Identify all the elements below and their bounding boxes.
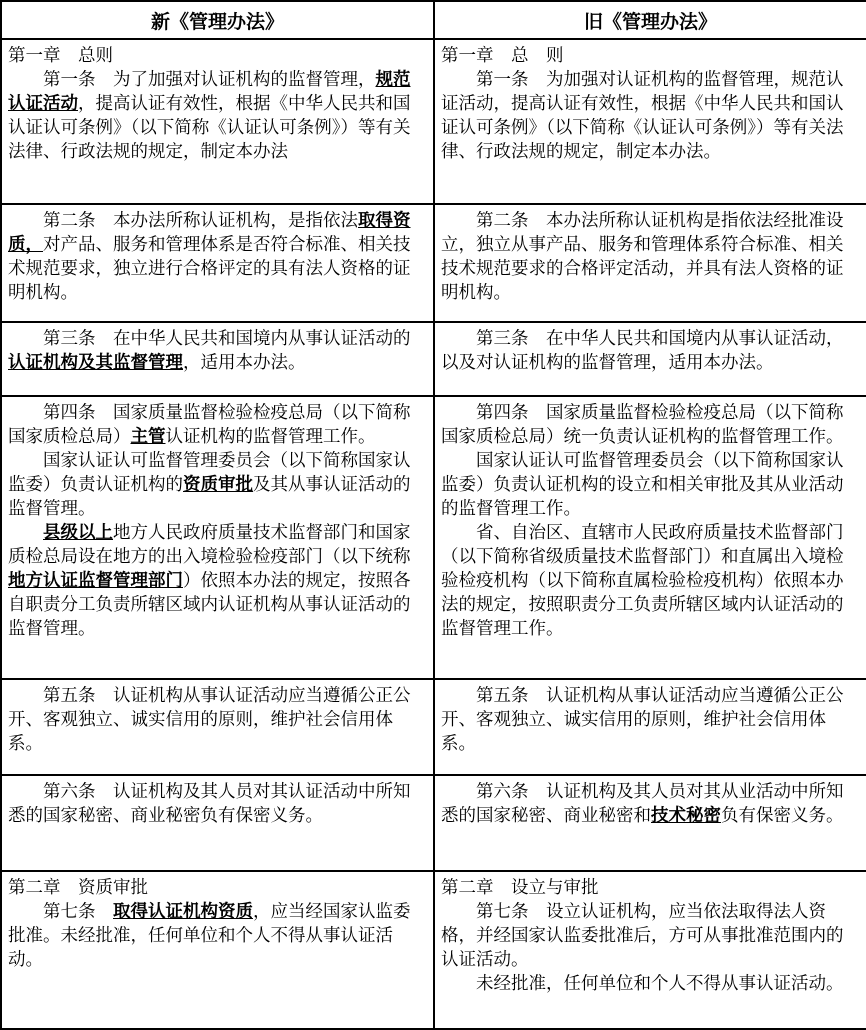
article-text <box>8 521 427 641</box>
text: 认证机构的监督管理工作。 <box>165 427 376 447</box>
chapter-heading <box>8 44 427 68</box>
text: 国家认证认可监督管理委员会（以下简称国家认监委）负责认证机构的设立和相关审批及其从业活动的监督管理工作。 <box>441 451 844 519</box>
text: 第一章 总 则 <box>441 46 564 66</box>
article-text <box>8 780 427 828</box>
new-cell <box>1 871 434 1029</box>
highlighted-change: 认证机构及其监督管理 <box>8 353 183 373</box>
highlighted-change: 取得认证机构资质 <box>113 902 253 922</box>
article-text <box>8 209 427 305</box>
text: ，提高认证有效性，根据《中华人民共和国认证认可条例》（以下简称《认证认可条例》）等有关法律、行政法规的规定，制定本办法 <box>8 94 411 162</box>
table-row <box>1 204 866 322</box>
text: 对产品、服务和管理体系是否符合标准、相关技术规范要求，独立进行合格评定的具有法人资格的证明机构。 <box>8 235 411 303</box>
new-cell <box>1 322 434 396</box>
table-row <box>1 39 866 204</box>
table-row <box>1 871 866 1029</box>
article-text <box>8 900 427 972</box>
text: 第二章 资质审批 <box>8 878 148 898</box>
text: 第六条 认证机构及其人员对其认证活动中所知悉的国家秘密、商业秘密负有保密义务。 <box>8 782 411 826</box>
article-text <box>441 684 860 756</box>
text: 第三条 在中华人民共和国境内从事认证活动的 <box>43 329 411 349</box>
text: ）依照本办法的规定，按照各自职责分工负责所辖区域内认证机构从事认证活动的监督管理。 <box>8 571 411 639</box>
highlighted-change: 取得资质， <box>8 211 411 255</box>
text: 第七条 <box>43 902 113 922</box>
text: ，应当经国家认监委批准。未经批准，任何单位和个人不得从事认证活动。 <box>8 902 411 970</box>
text: 第二条 本办法所称认证机构，是指依法 <box>43 211 358 231</box>
article-text <box>441 449 860 521</box>
old-cell <box>434 871 866 1029</box>
article-text <box>441 401 860 449</box>
article-text <box>8 327 427 375</box>
new-cell <box>1 679 434 775</box>
text: 第七条 设立认证机构，应当依法取得法人资格，并经国家认监委批准后，方可从事批准范围内的认证活动。 <box>441 902 844 970</box>
text: 第六条 认证机构及其人员对其从业活动中所知悉的国家秘密、商业秘密和 <box>441 782 844 826</box>
chapter-heading <box>8 876 427 900</box>
new-cell <box>1 396 434 679</box>
text: 负有保密义务。 <box>721 806 844 826</box>
new-column-header: 新《管理办法》 <box>1 1 434 39</box>
table-row <box>1 775 866 871</box>
text: 第一章 总则 <box>8 46 113 66</box>
old-cell <box>434 39 866 204</box>
article-text <box>8 401 427 449</box>
new-cell <box>1 39 434 204</box>
text: 地方人民政府质量技术监督部门和国家质检总局设在地方的出入境检验检疫部门（以下统称 <box>8 523 411 567</box>
old-cell <box>434 204 866 322</box>
highlighted-change: 主管 <box>130 427 166 447</box>
article-text <box>441 780 860 828</box>
text: 第三条 在中华人民共和国境内从事认证活动，以及对认证机构的监督管理，适用本办法。 <box>441 329 844 373</box>
new-cell <box>1 775 434 871</box>
highlighted-change: 地方认证监督管理部门 <box>8 571 183 591</box>
text: 第一条 为加强对认证机构的监督管理，规范认证活动，提高认证有效性，根据《中华人民共和国认证认可条例》（以下简称《认证认可条例》）等有关法律、行政法规的规定，制定本办法。 <box>441 70 844 162</box>
text: 第五条 认证机构从事认证活动应当遵循公正公开、客观独立、诚实信用的原则，维护社会信用体系。 <box>8 686 411 754</box>
text: 第四条 国家质量监督检验检疫总局（以下简称国家质检总局）统一负责认证机构的监督管理工作。 <box>441 403 844 447</box>
table-row <box>1 322 866 396</box>
header-row <box>1 1 866 39</box>
new-cell <box>1 204 434 322</box>
text: 第二章 设立与审批 <box>441 878 599 898</box>
text: 第五条 认证机构从事认证活动应当遵循公正公开、客观独立、诚实信用的原则，维护社会信用体系。 <box>441 686 844 754</box>
article-text <box>441 521 860 641</box>
text: 未经批准，任何单位和个人不得从事认证活动。 <box>476 974 844 994</box>
article-text <box>8 684 427 756</box>
old-cell <box>434 322 866 396</box>
highlighted-change: 技术秘密 <box>651 806 721 826</box>
old-cell <box>434 775 866 871</box>
text: 第二条 本办法所称认证机构是指依法经批准设立，独立从事产品、服务和管理体系符合标准、相关技术规范要求的合格评定活动，并具有法人资格的证明机构。 <box>441 211 844 303</box>
chapter-heading <box>441 44 860 68</box>
old-cell <box>434 679 866 775</box>
article-text <box>441 68 860 164</box>
text: 国家认证认可监督管理委员会（以下简称国家认监委）负责认证机构的 <box>8 451 411 495</box>
article-text <box>441 972 860 996</box>
article-text <box>441 209 860 305</box>
old-column-header: 旧《管理办法》 <box>434 1 866 39</box>
article-text <box>441 900 860 972</box>
text: 及其从事认证活动的监督管理。 <box>8 475 411 519</box>
old-cell <box>434 396 866 679</box>
text: 第一条 为了加强对认证机构的监督管理， <box>43 70 376 90</box>
chapter-heading <box>441 876 860 900</box>
highlighted-change: 资质审批 <box>183 475 253 495</box>
text: ，适用本办法。 <box>183 353 306 373</box>
table-row <box>1 679 866 775</box>
highlighted-change: 县级以上 <box>43 523 113 543</box>
article-text <box>8 449 427 521</box>
table-row <box>1 396 866 679</box>
article-text <box>8 68 427 164</box>
article-text <box>441 327 860 375</box>
highlighted-change: 规范认证活动 <box>8 70 411 114</box>
text: 第四条 国家质量监督检验检疫总局（以下简称国家质检总局） <box>8 403 411 447</box>
text: 省、自治区、直辖市人民政府质量技术监督部门（以下简称省级质量技术监督部门）和直属出入境检验检疫机构（以下简称直属检验检疫机构）依照本办法的规定，按照职责分工负责所辖区域内认证活动的监督管理工作。 <box>441 523 844 639</box>
